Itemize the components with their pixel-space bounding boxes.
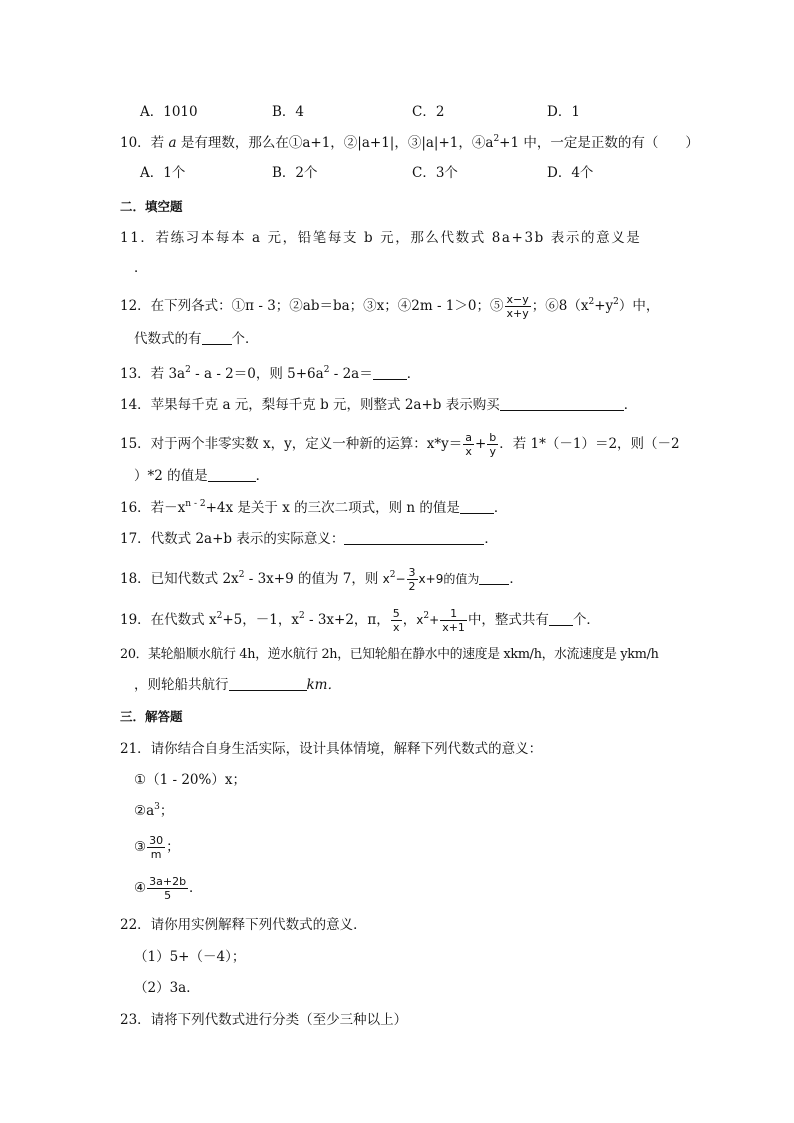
question-13: 13．若 $3a^2 - a - 2=0$，则 $5+6a^2 - 2a=$ ． [120, 365, 421, 382]
question-15-line2: ）*2 的值是 ． [134, 468, 270, 484]
question-11-end: ． [134, 260, 148, 276]
answer-blank[interactable] [549, 611, 573, 626]
q21-item-2: $②a^3$； [134, 802, 174, 819]
answer-blank[interactable] [500, 396, 624, 411]
question-17: 17．代数式 2a+b 表示的实际意义： ． [120, 531, 498, 547]
answer-blank[interactable] [479, 570, 509, 585]
question-18: 18．已知代数式 $2x^2 - 3x+9$ 的值为 7，则 $x^2-$ $\frac{3}{2}$ x+9的值为 ． [120, 566, 523, 593]
q9-option-a: A．1010 [140, 104, 198, 120]
q22-item-2: （2）3a． [134, 980, 200, 996]
q22-item-1: （1）5+（－4）； [134, 949, 246, 965]
fraction: $\frac{a}{x}$ [465, 431, 472, 458]
q10-option-a: A．1个 [140, 165, 186, 181]
question-22: 22．请你用实例解释下列代数式的意义． [120, 917, 367, 933]
question-20-line2: ，则轮船共航行 km． [134, 677, 341, 693]
question-20: 20．某轮船顺水航行 4h，逆水航行 2h，已知轮船在静水中的速度是 xkm/h，水流速度是 ykm/h [120, 647, 659, 662]
fraction: $\frac{b}{y}$ [489, 431, 497, 458]
question-21: 21．请你结合自身生活实际，设计具体情境，解释下列代数式的意义： [120, 741, 543, 757]
q9-option-b: B．4 [272, 104, 305, 120]
answer-blank[interactable] [229, 676, 307, 691]
fraction: $\frac{5}{x}$ [392, 607, 400, 634]
q9-option-c: C．2 [412, 104, 445, 120]
question-23: 23．请将下列代数式进行分类（至少三种以上） [120, 1012, 408, 1028]
question-10: 10．若 a 是有理数，那么在①a+1，②|a+1|，③|a|+1，$④a^2+1$ 中，一定是正数的有（ ） [120, 134, 699, 151]
q10-option-c: C．3个 [412, 165, 458, 181]
answer-blank[interactable] [460, 499, 494, 514]
fraction: $\frac{1}{x+1}$ [442, 607, 465, 634]
section-answer-heading: 三．解答题 [120, 709, 183, 724]
fraction: $\frac{3}{2}$ [408, 566, 416, 593]
question-15: 15．对于两个非零实数 x，y，定义一种新的运算：x*y＝ $\frac{a}{x}$ + $\frac{b}{y}$ ．若 1*（－1）＝2，则（－2 [120, 431, 680, 458]
q21-item-3: ③ $\frac{30}{m}$ ； [134, 834, 180, 861]
section-fill-in-heading: 二．填空题 [120, 199, 183, 214]
q10-option-b: B．2个 [272, 165, 318, 181]
q9-option-d: D．1 [547, 104, 580, 120]
question-12-line2: 代数式的有 个． [134, 331, 259, 347]
answer-blank[interactable] [344, 530, 484, 545]
q10-option-d: D．4个 [547, 165, 594, 181]
question-19: 19．在代数式 $x^2+5$，－1，$x^2 - 3x+2$，π， $\frac{5}{x}$ ，$x^2+$ $\frac{1}{x+1}$ 中，整式共有 个． [120, 607, 600, 634]
q21-item-4: ④ $\frac{3a+2b}{5}$ ． [134, 875, 203, 902]
fraction: $\frac{x-y}{x+y}$ [506, 293, 529, 320]
fraction: $\frac{30}{m}$ [149, 834, 164, 861]
answer-blank[interactable] [373, 365, 407, 380]
fraction: $\frac{3a+2b}{5}$ [149, 875, 187, 902]
question-11: 11．若练习本每本 a 元，铅笔每支 b 元，那么代数式 8a+3b 表示的意义是 [120, 230, 642, 246]
answer-blank[interactable] [208, 467, 256, 482]
q21-item-1: ①（1 - 20%）x； [134, 772, 246, 788]
question-16: 16．若$-x^{n - 2}+4x$ 是关于 x 的三次二项式，则 n 的值是 ． [120, 499, 508, 516]
question-14: 14．苹果每千克 a 元，梨每千克 b 元，则整式 2a+b 表示购买 ． [120, 397, 638, 413]
question-12: 12．在下列各式：①π - 3；②ab＝ba；③x；④2m - 1＞0；⑤ $\frac{x-y}{x+y}$ ；$⑥8(x^2+y^2)$中， [120, 293, 660, 320]
answer-blank[interactable] [202, 330, 232, 345]
